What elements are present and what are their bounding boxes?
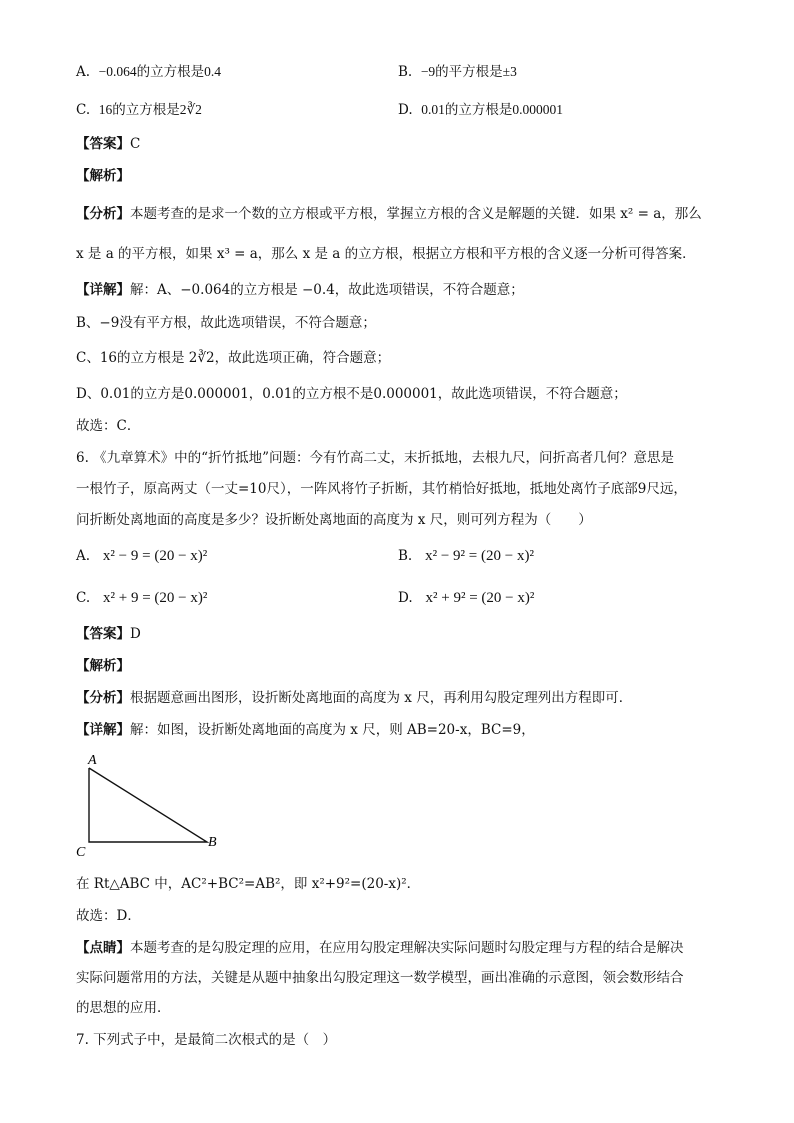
q5-option-c-text: 16的立方根是2∛2 <box>98 102 202 117</box>
q6-stem-line2: 一根竹子，原高两丈（一丈=10尺），一阵风将竹子折断，其竹梢恰好抵地，抵地处离竹子底部9尺远， <box>76 481 687 497</box>
q6-dianjing-line1 <box>76 938 684 958</box>
q5-line-b: B、−9没有平方根，故此选项错误，不符合题意； <box>76 315 376 331</box>
q6-xiangjie <box>76 720 535 740</box>
vertex-label-a: A <box>88 753 97 768</box>
triangle-outline <box>89 768 207 842</box>
q5-fenxi-text1: 本题考查的是求一个数的立方根或平方根，掌握立方根的含义是解题的关键．如果 x² = a，那么 <box>130 206 702 222</box>
q6-dianjing-line2: 实际问题常用的方法，关键是从题中抽象出勾股定理这一数学模型，画出准确的示意图，领会数形结合 <box>76 970 684 986</box>
q5-option-b <box>398 62 517 82</box>
q6-xiangjie-text: 解：如图，设折断处离地面的高度为 x 尺，则 AB=20-x，BC=9， <box>130 722 535 738</box>
q5-xiangjie-tag: 【详解】 <box>76 282 130 298</box>
q6-dianjing-tag: 【点睛】 <box>76 940 130 956</box>
vertex-label-c: C <box>76 845 86 860</box>
q5-fenxi-line1 <box>76 204 702 224</box>
q6-rt-line: 在 Rt△ABC 中，AC²+BC²=AB²，即 x²+9²=(20-x)²． <box>76 876 421 892</box>
q6-option-c-label: C. <box>76 590 91 606</box>
q5-option-a-label: A. <box>76 64 91 80</box>
q5-option-d-label: D. <box>398 102 413 118</box>
q6-answer-value: D <box>130 626 141 642</box>
q6-answer-tag: 【答案】 <box>76 626 130 642</box>
q5-option-b-text: −9的平方根是±3 <box>420 64 517 79</box>
q5-option-a <box>76 62 221 82</box>
q5-line-d: D、0.01的立方是0.000001，0.01的立方根不是0.000001，故此选项错误，不符合题意； <box>76 386 627 402</box>
q6-option-a <box>76 546 207 566</box>
q6-option-a-label: A. <box>76 548 91 564</box>
q5-choose: 故选：C． <box>76 418 141 434</box>
q6-dianjing-line3: 的思想的应用． <box>76 1000 171 1016</box>
q5-option-d-text: 0.01的立方根是0.000001 <box>421 102 563 117</box>
q6-option-c-text: x² + 9 = (20 − x)² <box>103 590 208 606</box>
right-triangle-figure <box>72 750 232 860</box>
q5-answer <box>76 134 140 154</box>
q6-option-d-label: D. <box>398 590 413 606</box>
q6-option-d <box>398 588 534 608</box>
q6-fenxi-text: 根据题意画出图形，设折断处离地面的高度为 x 尺，再利用勾股定理列出方程即可． <box>130 690 633 706</box>
q7-stem: 7. 下列式子中，是最简二次根式的是（ ） <box>76 1032 337 1048</box>
q5-fenxi-line2: x 是 a 的平方根，如果 x³ = a，那么 x 是 a 的立方根，根据立方根和平方根的含义逐一分析可得答案． <box>76 246 696 262</box>
q6-xiangjie-tag: 【详解】 <box>76 722 130 738</box>
q5-line-c: C、16的立方根是 2∛2，故此选项正确，符合题意； <box>76 350 391 366</box>
q6-stem-line3: 问折断处离地面的高度是多少？设折断处离地面的高度为 x 尺，则可列方程为（ ） <box>76 512 592 528</box>
q6-stem-line1: 6. 《九章算术》中的“折竹抵地”问题：今有竹高二丈，末折抵地，去根九尺，问折高者几何？意思是 <box>76 450 674 466</box>
q6-analysis-label: 【解析】 <box>76 658 130 674</box>
q6-option-c <box>76 588 207 608</box>
q5-answer-value: C <box>130 136 141 152</box>
q6-fenxi <box>76 688 632 708</box>
q6-option-d-text: x² + 9² = (20 − x)² <box>425 590 535 606</box>
q6-fenxi-tag: 【分析】 <box>76 690 130 706</box>
q5-xiangjie-text1: 解：A、−0.064的立方根是 −0.4，故此选项错误，不符合题意； <box>130 282 524 298</box>
vertex-label-b: B <box>208 835 217 850</box>
q5-xiangjie-line1 <box>76 280 524 300</box>
q6-option-b-label: B. <box>398 548 413 564</box>
q6-choose: 故选：D． <box>76 908 141 924</box>
q5-option-a-text: −0.064的立方根是0.4 <box>98 64 222 79</box>
q6-analysis-tag <box>76 656 130 676</box>
q5-option-b-label: B. <box>398 64 413 80</box>
q6-option-b <box>398 546 534 566</box>
q6-answer <box>76 624 141 644</box>
q6-option-a-text: x² − 9 = (20 − x)² <box>102 548 208 564</box>
q5-answer-tag: 【答案】 <box>76 136 130 152</box>
q5-analysis-tag <box>76 166 130 186</box>
q6-dianjing-text1: 本题考查的是勾股定理的应用，在应用勾股定理解决实际问题时勾股定理与方程的结合是解决 <box>130 940 684 956</box>
q5-option-d <box>398 100 563 120</box>
q5-option-c <box>76 100 202 120</box>
q5-fenxi-tag: 【分析】 <box>76 206 130 222</box>
q6-option-b-text: x² − 9² = (20 − x)² <box>425 548 534 564</box>
q5-option-c-label: C. <box>76 102 91 118</box>
q5-analysis-label: 【解析】 <box>76 168 130 184</box>
